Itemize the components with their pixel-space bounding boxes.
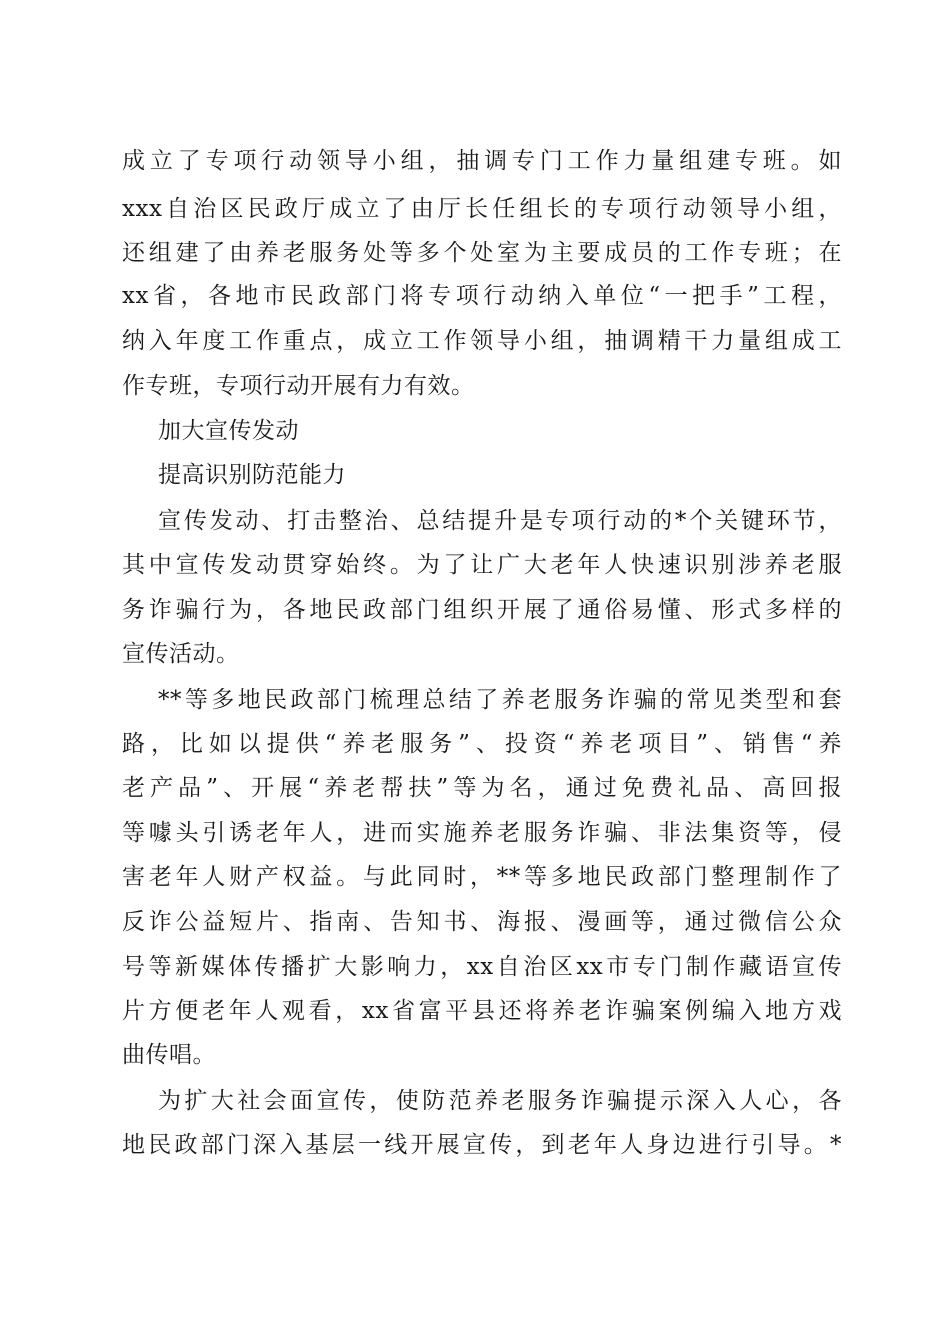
text-line: 其中宣传发动贯穿始终。为了让广大老年人快速识别涉养老服: [122, 552, 842, 578]
text-line: 片方便老年人观看，xx省富平县还将养老诈骗案例编入地方戏: [122, 998, 842, 1024]
text-line: 害老年人财产权益。与此同时，**等多地民政部门整理制作了: [122, 864, 842, 890]
text-line: 曲传唱。: [122, 1042, 216, 1068]
text-line: 还组建了由养老服务处等多个处室为主要成员的工作专班；在: [122, 240, 842, 266]
text-line: xxx自治区民政厅成立了由厅长任组长的专项行动领导小组，: [122, 196, 842, 222]
text-line: 为扩大社会面宣传，使防范养老服务诈骗提示深入人心，各: [158, 1088, 842, 1114]
text-line: 老产品”、开展“养老帮扶”等为名，通过免费礼品、高回报: [122, 775, 842, 801]
text-line: 号等新媒体传播扩大影响力，xx自治区xx市专门制作藏语宣传: [122, 954, 842, 980]
text-line: 作专班，专项行动开展有力有效。: [122, 373, 475, 399]
text-line: xx省，各地市民政部门将专项行动纳入单位“一把手”工程，: [122, 283, 842, 309]
text-line: 地民政部门深入基层一线开展宣传，到老年人身边进行引导。*: [122, 1132, 842, 1158]
text-line: **等多地民政部门梳理总结了养老服务诈骗的常见类型和套: [158, 687, 842, 713]
text-line: 务诈骗行为，各地民政部门组织开展了通俗易懂、形式多样的: [122, 597, 842, 623]
section-heading: 提高识别防范能力: [158, 462, 346, 488]
text-line: 等噱头引诱老年人，进而实施养老服务诈骗、非法集资等，侵: [122, 820, 842, 846]
text-line: 纳入年度工作重点，成立工作领导小组，抽调精干力量组成工: [122, 328, 842, 354]
text-line: 路，比如以提供“养老服务”、投资“养老项目”、销售“养: [122, 731, 842, 757]
text-line: 反诈公益短片、指南、告知书、海报、漫画等，通过微信公众: [122, 909, 842, 935]
text-line: 宣传发动、打击整治、总结提升是专项行动的*个关键环节，: [158, 508, 842, 534]
section-heading: 加大宣传发动: [158, 418, 299, 444]
text-line: 成立了专项行动领导小组，抽调专门工作力量组建专班。如: [122, 148, 842, 174]
text-line: 宣传活动。: [122, 641, 240, 667]
